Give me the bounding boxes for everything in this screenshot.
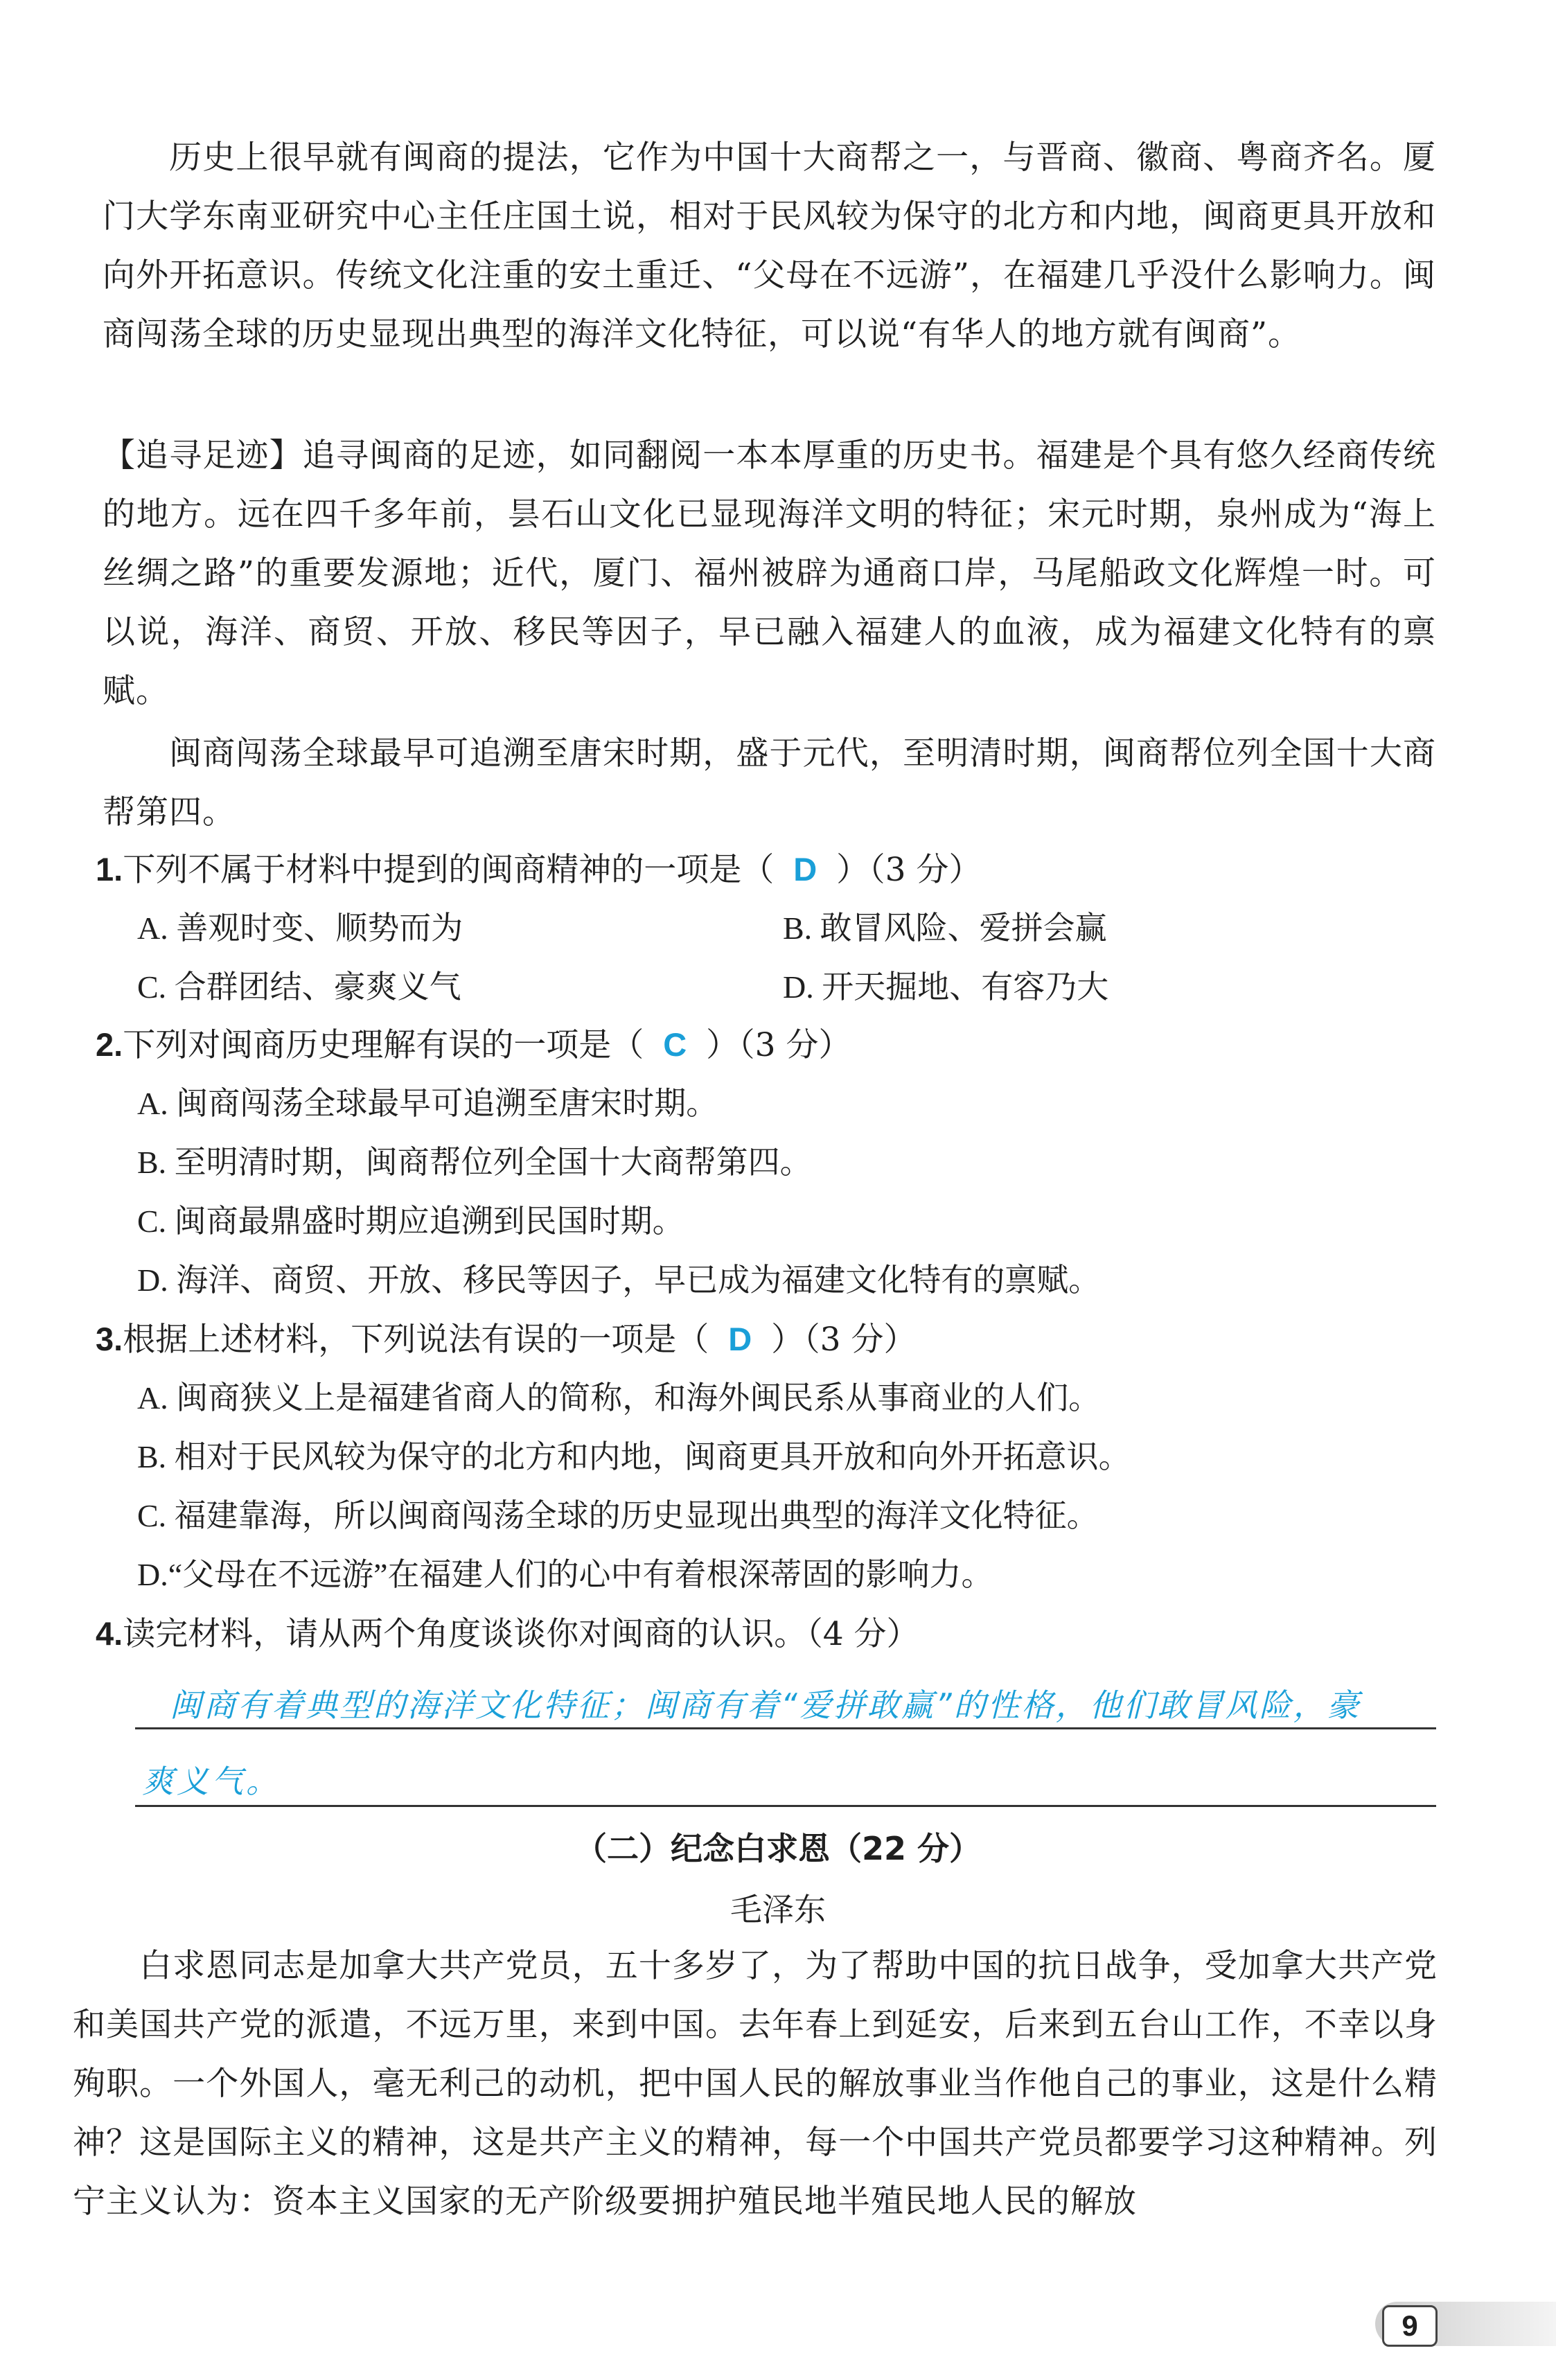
material-paragraph-1: 历史上很早就有闽商的提法，它作为中国十大商帮之一，与晋商、徽商、粤商齐名。厦门大学东南亚研究中心主任庄国土说，相对于民风较为保守的北方和内地，闽商更具开放和向外开拓意识。传统文化注重的安土重迁、“父母在不远游”，在福建几乎没什么影响力。闽商闯荡全球的历史显现出典型的海洋文化特征，可以说“有华人的地方就有闽商”。: [103, 139, 1436, 353]
q2-option-d: D. 海洋、商贸、开放、移民等因子，早已成为福建文化特有的禀赋。: [137, 1262, 1101, 1298]
q3-option-d: D.“父母在不远游”在福建人们的心中有着根深蒂固的影响力。: [137, 1557, 993, 1592]
q3-option-b: B. 相对于民风较为保守的北方和内地，闽商更具开放和向外开拓意识。: [137, 1439, 1131, 1474]
q4-answer-line-1: 闽商有着典型的海洋文化特征；闽商有着“爱拼敢赢”的性格，他们敢冒风险，豪: [170, 1686, 1361, 1724]
answer-q2: C: [663, 1026, 687, 1063]
answer-q3: D: [728, 1321, 752, 1357]
answer-rule-1: [135, 1727, 1436, 1729]
q3-option-a: A. 闽商狭义上是福建省商人的简称，和海外闽民系从事商业的人们。: [137, 1380, 1101, 1416]
material-paragraph-3: 闽商闯荡全球最早可追溯至唐宋时期，盛于元代，至明清时期，闽商帮位列全国十大商帮第四。: [103, 734, 1436, 831]
q3-option-c: C. 福建靠海，所以闽商闯荡全球的历史显现出典型的海洋文化特征。: [137, 1498, 1099, 1533]
q1-option-a: A. 善观时变、顺势而为: [137, 910, 463, 946]
q2-option-b: B. 至明清时期，闽商帮位列全国十大商帮第四。: [137, 1145, 812, 1180]
q4-answer-line-2: 爽义气。: [142, 1763, 281, 1800]
section-title: （二）纪念白求恩（22 分）: [574, 1830, 982, 1867]
q2-option-a: A. 闽商闯荡全球最早可追溯至唐宋时期。: [137, 1086, 718, 1121]
article-paragraph-1: 白求恩同志是加拿大共产党员，五十多岁了，为了帮助中国的抗日战争，受加拿大共产党和美国共产党的派遣，不远万里，来到中国。去年春上到延安，后来到五台山工作，不幸以身殉职。一个外国人，毫无利己的动机，把中国人民的解放事业当作他自己的事业，这是什么精神？这是国际主义的精神，这是共产主义的精神，每一个中国共产党员都要学习这种精神。列宁主义认为：资本主义国家的无产阶级要拥护殖民地半殖民地人民的解放: [73, 1947, 1438, 2221]
question-2: 2.下列对闽商历史理解有误的一项是（ C ）（3 分）: [96, 1017, 1440, 1073]
q1-option-b: B. 敢冒风险、爱拼会赢: [783, 910, 1107, 946]
answer-rule-2: [135, 1805, 1436, 1807]
q1-option-d: D. 开天掘地、有容乃大: [783, 969, 1109, 1005]
page-number: 9: [1382, 2305, 1438, 2347]
article-author: 毛泽东: [730, 1891, 826, 1928]
material-paragraph-2: 【追寻足迹】追寻闽商的足迹，如同翻阅一本本厚重的历史书。福建是个具有悠久经商传统的地方。远在四千多年前，昙石山文化已显现海洋文明的特征；宋元时期，泉州成为“海上丝绸之路”的重要发源地；近代，厦门、福州被辟为通商口岸，马尾船政文化辉煌一时。可以说，海洋、商贸、开放、移民等因子，早已融入福建人的血液，成为福建文化特有的禀赋。: [103, 437, 1436, 710]
q1-option-c: C. 合群团结、豪爽义气: [137, 969, 461, 1005]
question-4: 4.读完材料，请从两个角度谈谈你对闽商的认识。（4 分）: [96, 1615, 919, 1653]
question-3: 3.根据上述材料，下列说法有误的一项是（ D ）（3 分）: [96, 1312, 1440, 1368]
question-1: 1.下列不属于材料中提到的闽商精神的一项是（ D ）（3 分）: [96, 842, 1440, 898]
answer-q1: D: [793, 851, 817, 888]
q2-option-c: C. 闽商最鼎盛时期应追溯到民国时期。: [137, 1204, 684, 1239]
